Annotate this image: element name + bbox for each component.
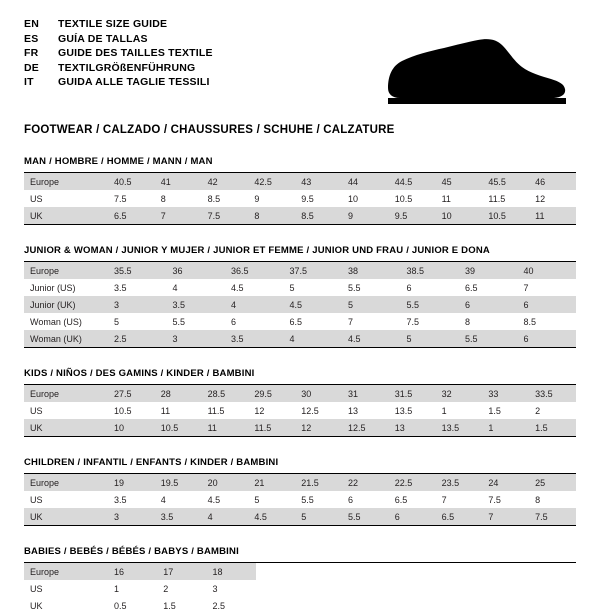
- size-cell: 36.5: [225, 262, 284, 279]
- size-cell: 39: [459, 262, 518, 279]
- size-cell: 1: [436, 402, 483, 419]
- size-cell: 4: [225, 296, 284, 313]
- row-label: Europe: [24, 474, 108, 491]
- size-cell: 5.5: [342, 279, 401, 296]
- size-cell: 7: [155, 207, 202, 224]
- block-title: CHILDREN / INFANTIL / ENFANTS / KINDER / BAMBINI: [24, 457, 279, 468]
- table-row: [24, 402, 576, 419]
- block-title: BABIES / BEBÉS / BÉBÉS / BABYS / BAMBINI: [24, 546, 239, 557]
- language-title: GUÍA DE TALLAS: [58, 32, 148, 45]
- size-cell: 2.5: [207, 597, 256, 614]
- size-cell: 11: [529, 207, 576, 224]
- size-cell: 35.5: [108, 262, 167, 279]
- size-cell: 10.5: [482, 207, 529, 224]
- category-title: FOOTWEAR / CALZADO / CHAUSSURES / SCHUHE / CALZATURE: [24, 124, 395, 136]
- row-label: US: [24, 491, 108, 508]
- size-cell: 3.5: [155, 508, 202, 525]
- table-row: [24, 385, 576, 402]
- row-label: Junior (US): [24, 279, 108, 296]
- language-titles-body: [24, 18, 213, 91]
- size-cell: 12.5: [295, 402, 342, 419]
- size-table-body: [24, 262, 576, 347]
- header: [24, 18, 576, 110]
- size-cell: 8: [248, 207, 295, 224]
- size-cell: 31.5: [389, 385, 436, 402]
- size-cell: 31: [342, 385, 389, 402]
- size-cell: 10: [436, 207, 483, 224]
- block-title: MAN / HOMBRE / HOMME / MANN / MAN: [24, 156, 213, 167]
- size-cell: 22.5: [389, 474, 436, 491]
- size-cell: 23.5: [436, 474, 483, 491]
- size-cell: 33: [482, 385, 529, 402]
- size-cell: 7: [436, 491, 483, 508]
- size-cell: 4: [284, 330, 343, 347]
- size-cell: 5: [284, 279, 343, 296]
- size-cell: 10: [342, 190, 389, 207]
- size-block-kids: [24, 368, 576, 437]
- size-cell: 12: [248, 402, 295, 419]
- size-cell: 5.5: [459, 330, 518, 347]
- row-label: UK: [24, 597, 108, 614]
- size-cell: 11: [155, 402, 202, 419]
- size-cell: 8: [155, 190, 202, 207]
- size-cell: 6: [459, 296, 518, 313]
- size-cell: 6: [389, 508, 436, 525]
- size-table-babies: [24, 563, 256, 614]
- size-cell: 3: [207, 580, 256, 597]
- table-row: [24, 173, 576, 190]
- size-cell: 6.5: [436, 508, 483, 525]
- size-cell: 30: [295, 385, 342, 402]
- size-cell: 7: [518, 279, 577, 296]
- size-cell: 5: [248, 491, 295, 508]
- size-cell: 41: [155, 173, 202, 190]
- size-cell: 5.5: [167, 313, 226, 330]
- size-cell: 12: [529, 190, 576, 207]
- size-cell: 2.5: [108, 330, 167, 347]
- size-cell: 6: [225, 313, 284, 330]
- size-cell: 6: [342, 491, 389, 508]
- size-cell: 7.5: [401, 313, 460, 330]
- divider: [24, 436, 576, 437]
- row-label: UK: [24, 207, 108, 224]
- size-cell: 7.5: [529, 508, 576, 525]
- language-row: [24, 18, 213, 33]
- block-title: JUNIOR & WOMAN / JUNIOR Y MUJER / JUNIOR ET FEMME / JUNIOR UND FRAU / JUNIOR E DONA: [24, 245, 490, 256]
- block-title: KIDS / NIÑOS / DES GAMINS / KINDER / BAMBINI: [24, 368, 255, 379]
- language-code: IT: [24, 76, 34, 88]
- table-row: [24, 508, 576, 525]
- size-cell: 4.5: [248, 508, 295, 525]
- size-cell: 33.5: [529, 385, 576, 402]
- size-cell: 40: [518, 262, 577, 279]
- size-cell: 25: [529, 474, 576, 491]
- size-cell: 28.5: [202, 385, 249, 402]
- size-cell: 1: [108, 580, 157, 597]
- size-cell: 8.5: [295, 207, 342, 224]
- size-cell: 5: [342, 296, 401, 313]
- table-row: [24, 580, 256, 597]
- language-row: [24, 33, 213, 48]
- size-table-body: [24, 474, 576, 525]
- size-cell: 2: [529, 402, 576, 419]
- size-cell: 6.5: [284, 313, 343, 330]
- language-title: GUIDE DES TAILLES TEXTILE: [58, 47, 213, 59]
- size-cell: 42: [202, 173, 249, 190]
- size-cell: 5: [108, 313, 167, 330]
- size-cell: 24: [482, 474, 529, 491]
- size-cell: 20: [202, 474, 249, 491]
- size-cell: 11.5: [482, 190, 529, 207]
- language-row: [24, 62, 213, 77]
- size-cell: 17: [157, 563, 206, 580]
- size-cell: 7: [482, 508, 529, 525]
- size-cell: 9.5: [389, 207, 436, 224]
- size-cell: 8: [459, 313, 518, 330]
- size-cell: 12: [295, 419, 342, 436]
- size-cell: 9: [342, 207, 389, 224]
- language-title: TEXTILE SIZE GUIDE: [58, 18, 168, 30]
- size-cell: 13: [342, 402, 389, 419]
- size-cell: 43: [295, 173, 342, 190]
- size-cell: 1.5: [157, 597, 206, 614]
- size-cell: 10.5: [108, 402, 155, 419]
- size-cell: 45: [436, 173, 483, 190]
- size-cell: 32: [436, 385, 483, 402]
- table-row: [24, 207, 576, 224]
- size-table-junior-woman: [24, 262, 576, 347]
- row-label: Europe: [24, 563, 108, 580]
- size-cell: 12.5: [342, 419, 389, 436]
- dress-shoe-icon: [378, 36, 568, 110]
- divider: [24, 525, 576, 526]
- row-label: UK: [24, 419, 108, 436]
- language-title: GUIDA ALLE TAGLIE TESSILI: [58, 76, 210, 88]
- size-cell: 40.5: [108, 173, 155, 190]
- size-cell: 9: [248, 190, 295, 207]
- size-cell: 6: [518, 330, 577, 347]
- size-cell: 4.5: [342, 330, 401, 347]
- language-titles-table: [24, 18, 213, 91]
- size-cell: 16: [108, 563, 157, 580]
- size-cell: 3.5: [225, 330, 284, 347]
- divider: [24, 224, 576, 225]
- size-cell: 44.5: [389, 173, 436, 190]
- size-cell: 11: [436, 190, 483, 207]
- size-cell: 4.5: [284, 296, 343, 313]
- size-cell: 4.5: [202, 491, 249, 508]
- row-label: Woman (UK): [24, 330, 108, 347]
- size-cell: 36: [167, 262, 226, 279]
- size-cell: 0.5: [108, 597, 157, 614]
- size-table-children: [24, 474, 576, 525]
- divider: [24, 347, 576, 348]
- size-cell: 13.5: [389, 402, 436, 419]
- size-cell: 37.5: [284, 262, 343, 279]
- row-label: Europe: [24, 385, 108, 402]
- size-cell: 5.5: [401, 296, 460, 313]
- language-code: ES: [24, 32, 39, 45]
- size-cell: 4: [155, 491, 202, 508]
- size-cell: 1.5: [482, 402, 529, 419]
- row-label: US: [24, 190, 108, 207]
- size-cell: 8: [529, 491, 576, 508]
- size-cell: 7.5: [202, 207, 249, 224]
- size-cell: 4: [167, 279, 226, 296]
- row-label: US: [24, 580, 108, 597]
- size-cell: 10: [108, 419, 155, 436]
- size-cell: 19: [108, 474, 155, 491]
- size-cell: 45.5: [482, 173, 529, 190]
- size-cell: 8.5: [518, 313, 577, 330]
- table-row: [24, 563, 256, 580]
- size-cell: 3.5: [167, 296, 226, 313]
- size-cell: 6: [518, 296, 577, 313]
- language-code: EN: [24, 18, 39, 30]
- size-cell: 2: [157, 580, 206, 597]
- size-cell: 3.5: [108, 491, 155, 508]
- language-code: DE: [24, 61, 39, 74]
- size-block-junior-woman: [24, 245, 576, 348]
- size-cell: 13.5: [436, 419, 483, 436]
- size-cell: 38: [342, 262, 401, 279]
- size-cell: 6.5: [459, 279, 518, 296]
- size-cell: 28: [155, 385, 202, 402]
- row-label: US: [24, 402, 108, 419]
- size-cell: 5.5: [295, 491, 342, 508]
- size-cell: 18: [207, 563, 256, 580]
- size-table-kids: [24, 385, 576, 436]
- size-cell: 7.5: [482, 491, 529, 508]
- size-cell: 3.5: [108, 279, 167, 296]
- size-cell: 10.5: [155, 419, 202, 436]
- row-label: UK: [24, 508, 108, 525]
- size-table-body: [24, 563, 256, 614]
- size-cell: 21: [248, 474, 295, 491]
- size-cell: 11.5: [248, 419, 295, 436]
- size-cell: 4.5: [225, 279, 284, 296]
- size-table-man: [24, 173, 576, 224]
- table-row: [24, 419, 576, 436]
- table-row: [24, 491, 576, 508]
- size-cell: 11: [202, 419, 249, 436]
- size-cell: 1.5: [529, 419, 576, 436]
- size-table-body: [24, 385, 576, 436]
- size-cell: 5: [401, 330, 460, 347]
- row-label: Europe: [24, 173, 108, 190]
- table-row: [24, 313, 576, 330]
- size-cell: 9.5: [295, 190, 342, 207]
- size-cell: 3: [108, 296, 167, 313]
- table-row: [24, 190, 576, 207]
- language-code: FR: [24, 47, 39, 59]
- row-label: Woman (US): [24, 313, 108, 330]
- size-cell: 7.5: [108, 190, 155, 207]
- size-cell: 11.5: [202, 402, 249, 419]
- table-row: [24, 474, 576, 491]
- size-cell: 5.5: [342, 508, 389, 525]
- size-cell: 8.5: [202, 190, 249, 207]
- size-cell: 27.5: [108, 385, 155, 402]
- size-cell: 42.5: [248, 173, 295, 190]
- size-cell: 29.5: [248, 385, 295, 402]
- table-row: [24, 330, 576, 347]
- size-table-body: [24, 173, 576, 224]
- size-cell: 44: [342, 173, 389, 190]
- size-cell: 5: [295, 508, 342, 525]
- row-label: Junior (UK): [24, 296, 108, 313]
- language-row: [24, 47, 213, 62]
- row-label: Europe: [24, 262, 108, 279]
- size-cell: 3: [167, 330, 226, 347]
- table-row: [24, 279, 576, 296]
- size-cell: 10.5: [389, 190, 436, 207]
- size-cell: 13: [389, 419, 436, 436]
- size-cell: 21.5: [295, 474, 342, 491]
- size-cell: 4: [202, 508, 249, 525]
- size-block-children: [24, 457, 576, 526]
- size-cell: 6.5: [108, 207, 155, 224]
- table-row: [24, 262, 576, 279]
- size-cell: 19.5: [155, 474, 202, 491]
- size-cell: 1: [482, 419, 529, 436]
- size-cell: 3: [108, 508, 155, 525]
- language-title: TEXTILGRÖßENFÜHRUNG: [58, 61, 196, 74]
- language-row: [24, 76, 213, 91]
- size-cell: 6.5: [389, 491, 436, 508]
- size-cell: 38.5: [401, 262, 460, 279]
- table-row: [24, 296, 576, 313]
- size-cell: 46: [529, 173, 576, 190]
- size-cell: 7: [342, 313, 401, 330]
- size-block-man: [24, 156, 576, 225]
- size-cell: 22: [342, 474, 389, 491]
- size-block-babies: [24, 546, 576, 614]
- size-cell: 6: [401, 279, 460, 296]
